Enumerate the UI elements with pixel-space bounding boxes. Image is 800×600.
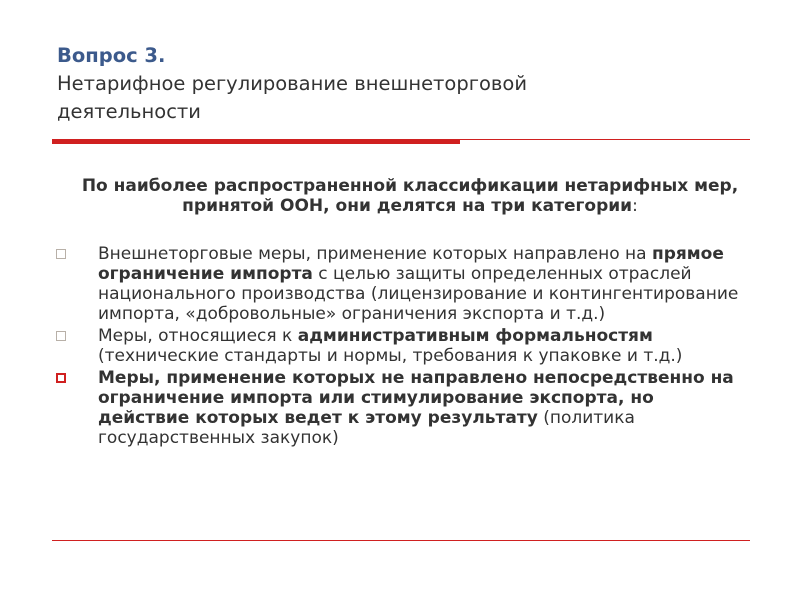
item-text-post: с целью защиты определенных отраслей национального производства (лицензирование и контингентирование импорта, «добровольные» ограничения экспорта и т.д.) <box>98 264 739 324</box>
question-number: Вопрос 3. <box>57 44 166 67</box>
item-text-bold: административным формальностям <box>297 326 653 346</box>
square-bullet-icon <box>56 331 66 341</box>
item-text-post: (политика государственных закупок) <box>98 408 635 448</box>
list-item <box>50 244 750 324</box>
item-text-post: (технические стандарты и нормы, требования к упаковке и т.д.) <box>98 346 683 366</box>
footer-divider <box>52 540 750 541</box>
title-line-2: деятельности <box>57 100 201 123</box>
intro-text: По наиболее распространенной классификации нетарифных мер, принятой ООН, они делятся на три категории <box>81 176 739 216</box>
list-item <box>50 326 750 366</box>
bullet-list <box>50 244 750 450</box>
item-text-bold: прямое ограничение импорта <box>98 244 724 284</box>
title-divider-thin <box>460 139 750 140</box>
slide-title <box>57 42 757 126</box>
list-item <box>50 368 750 448</box>
item-text-pre: Меры, относящиеся к <box>98 326 298 346</box>
item-text-pre: Внешнеторговые меры, применение которых направлено на <box>98 244 652 264</box>
square-bullet-red-icon <box>56 373 66 383</box>
intro-colon: : <box>632 196 638 216</box>
title-divider-thick <box>52 139 460 144</box>
intro-paragraph <box>70 176 750 216</box>
item-text-bold: Меры, применение которых не направлено непосредственно на ограничение импорта или стимулирование экспорта, но действие которых ведет к этому результату <box>98 368 734 428</box>
title-line-1: Нетарифное регулирование внешнеторговой <box>57 72 527 95</box>
square-bullet-icon <box>56 249 66 259</box>
